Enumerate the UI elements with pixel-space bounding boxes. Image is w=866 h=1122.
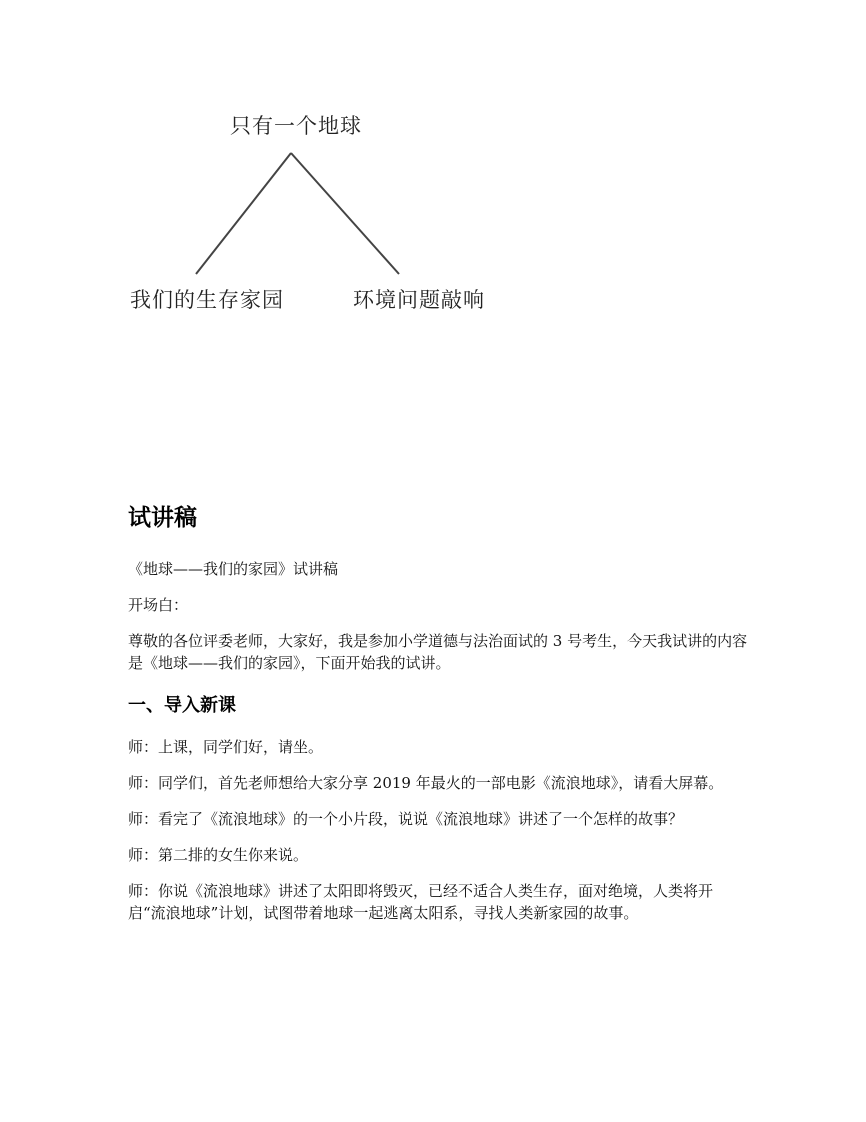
document-content [128, 500, 748, 938]
paragraph-dialogue: 师：你说《流浪地球》讲述了太阳即将毁灭，已经不适合人类生存，面对绝境，人类将开启“流浪地球”计划，试图带着地球一起逃离太阳系，寻找人类新家园的故事。 [128, 882, 714, 922]
paragraph-dialogue: 师：同学们，首先老师想给大家分享 2019 年最火的一部电影《流浪地球》，请看大屏幕。 [128, 774, 724, 792]
paragraph-opening-label: 开场白： [128, 596, 189, 614]
paragraph-dialogue: 师：看完了《流浪地球》的一个小片段，说说《流浪地球》讲述了一个怎样的故事？ [128, 810, 684, 828]
paragraph-dialogue: 师：上课，同学们好，请坐。 [128, 738, 324, 756]
diagram-right-label: 环境问题敲响 [353, 288, 485, 312]
paragraph-lesson-title: 《地球——我们的家园》试讲稿 [128, 560, 339, 578]
diagram-line-left [196, 153, 291, 274]
concept-diagram [0, 0, 866, 340]
section-heading-intro: 一、导入新课 [128, 695, 236, 716]
paragraph-opening-speech: 尊敬的各位评委老师，大家好，我是参加小学道德与法治面试的 3 号考生，今天我试讲的内容是《地球——我们的家园》，下面开始我的试讲。 [128, 632, 748, 672]
document-title: 试讲稿 [128, 505, 197, 531]
diagram-root-label: 只有一个地球 [230, 114, 362, 138]
diagram-left-label: 我们的生存家园 [130, 288, 284, 312]
diagram-line-right [291, 153, 399, 274]
paragraph-dialogue: 师：第二排的女生你来说。 [128, 846, 309, 864]
